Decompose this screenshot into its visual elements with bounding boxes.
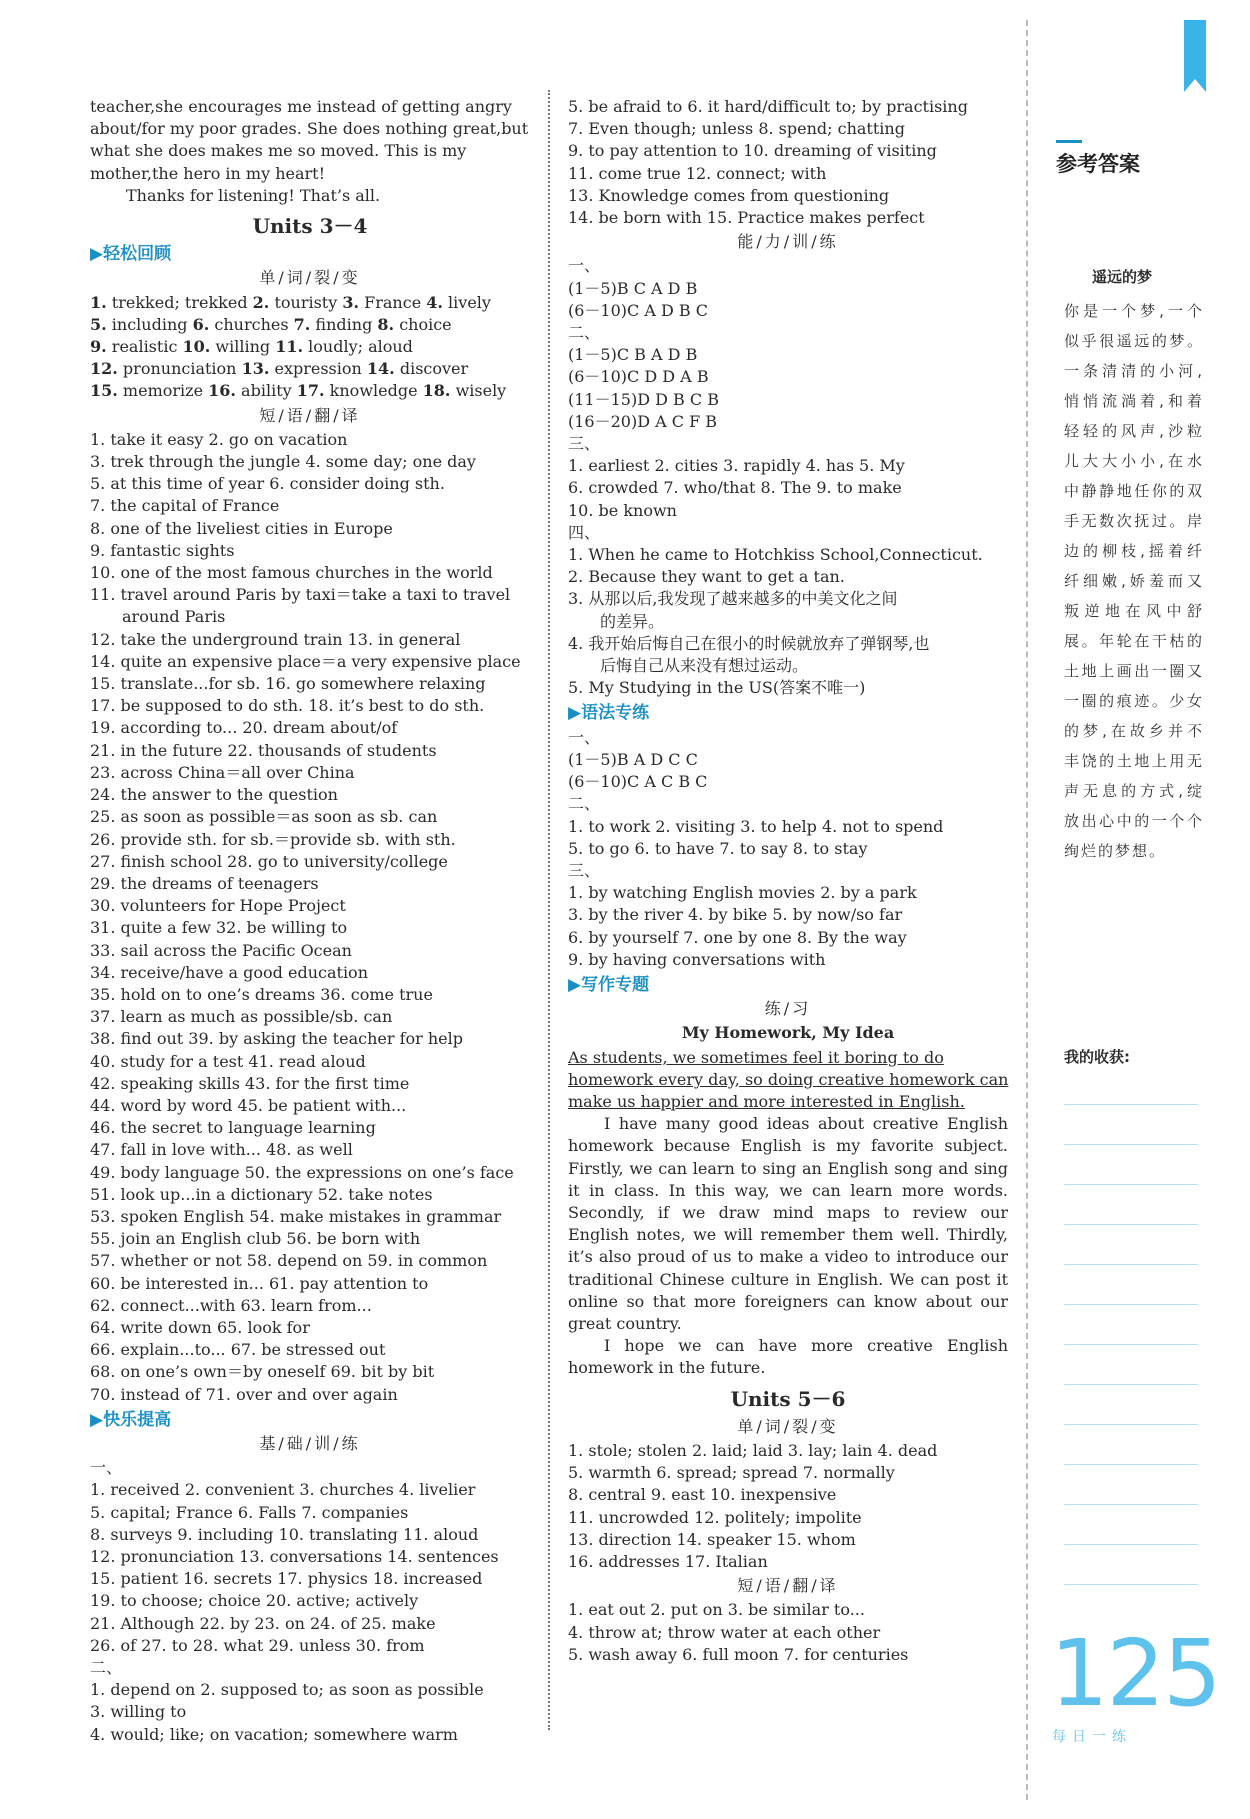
item-number: 3. [342, 292, 360, 312]
answer-line: (1－5)C B A D B [568, 345, 698, 365]
answer-line: 8. one of the liveliest cities in Europe [90, 518, 393, 538]
item-number: 9. [90, 337, 107, 357]
answer-line: 1. received 2. convenient 3. churches 4. livelier [90, 1480, 476, 1500]
writing-heading: ▶写作专题 [568, 974, 650, 995]
answer-line: 3. trek through the jungle 4. some day; one day [90, 452, 476, 472]
answer-line: 35. hold on to one’s dreams 36. come true [90, 984, 433, 1004]
answer-line: 1. to work 2. visiting 3. to help 4. not to spend [568, 816, 944, 836]
answer-line: 1. take it easy 2. go on vacation [90, 429, 348, 449]
answer-line: 29. the dreams of teenagers [90, 873, 319, 893]
answer-line: 49. body language 50. the expressions on one’s face [90, 1162, 514, 1182]
answer-line: 16. addresses 17. Italian [568, 1552, 768, 1571]
answer-line: 19. according to... 20. dream about/of [90, 718, 398, 738]
answer-line: 后悔自己从来没有想过运动。 [600, 656, 809, 676]
grammar-heading: ▶语法专练 [568, 703, 650, 724]
answer-line: 44. word by word 45. be patient with... [90, 1095, 407, 1115]
answer-line: 30. volunteers for Hope Project [90, 896, 346, 916]
note-line [1064, 1344, 1198, 1345]
item-answer: wisely [450, 381, 507, 401]
answer-line: 60. be interested in... 61. pay attention to [90, 1273, 429, 1293]
section-review-heading: ▶轻松回顾 [90, 244, 172, 265]
answer-line: (1－5)B A D C C [568, 749, 698, 769]
essay-paragraph: I have many good ideas about creative English homework because English is my favorite subject. Firstly, we can learn to sing an English song and sing it in class. In this way, we can learn more words. Secondly, if we draw mind maps to review our English notes, we will remember them well. Thirdly, it’s also proud of us to make a video to introduce our traditional Chinese culture in English. We can post it online so that more foreigners can know about our great country. [568, 1114, 1008, 1333]
answer-line: 7. Even though; unless 8. spend; chatting [568, 119, 905, 139]
answer-line: 9. fantastic sights [90, 540, 235, 560]
intro-text [90, 96, 530, 185]
margin-divider [1026, 20, 1028, 1800]
answer-line: 27. finish school 28. go to university/college [90, 851, 448, 871]
answer-line: 三、 [568, 860, 601, 880]
item-answer: expression [269, 359, 367, 379]
note-line [1064, 1184, 1198, 1185]
answer-line: 8. central 9. east 10. inexpensive [568, 1485, 837, 1505]
note-line [1064, 1544, 1198, 1545]
essay-title: My Homework, My Idea [681, 1023, 895, 1043]
answer-line: 33. sail across the Pacific Ocean [90, 940, 352, 960]
answer-line: around Paris [122, 607, 226, 627]
item-answer: trekked; trekked [106, 292, 253, 312]
answer-line: 6. by yourself 7. one by one 8. By the way [568, 927, 907, 947]
item-answer: lively [442, 292, 491, 312]
answer-line: homework every day, so doing creative homework can [568, 1069, 1009, 1089]
item-number: 7. [293, 314, 311, 334]
answer-line: 68. on one’s own＝by oneself 69. bit by bit [90, 1362, 435, 1382]
answer-line: 55. join an English club 56. be born with [90, 1229, 421, 1249]
word-answers-2 [568, 1440, 1008, 1573]
answer-line: 37. learn as much as possible/sb. can [90, 1007, 393, 1027]
answer-line: 二、 [568, 794, 601, 814]
answer-line: 26. of 27. to 28. what 29. unless 30. from [90, 1635, 425, 1655]
answer-line: 11. come true 12. connect; with [568, 163, 827, 183]
answer-line: 25. as soon as possible＝as soon as sb. can [90, 807, 438, 827]
answer-line: 4. 我开始后悔自己在很小的时候就放弃了弹钢琴,也 [568, 633, 930, 653]
answer-line: 13. direction 14. speaker 15. whom [568, 1529, 856, 1549]
answer-line: about/for my poor grades. She does nothing great,but [90, 119, 529, 139]
note-line [1064, 1584, 1198, 1585]
answer-line: 1. earliest 2. cities 3. rapidly 4. has 5. My [568, 456, 905, 476]
answer-line: As students, we sometimes feel it boring to do [568, 1047, 944, 1067]
answer-line: 5. capital; France 6. Falls 7. companies [90, 1502, 409, 1522]
item-answer: including [106, 314, 193, 334]
item-answer: ability [235, 381, 297, 401]
answer-line: 5. be afraid to 6. it hard/difficult to; by practising [568, 97, 968, 116]
word-row [90, 336, 530, 358]
essay-paragraph: I hope we can have more creative English homework in the future. [568, 1336, 1008, 1378]
top-answers [568, 96, 1008, 229]
section-improve-heading: ▶快乐提高 [90, 1409, 172, 1430]
item-number: 14. [366, 359, 395, 379]
item-number: 8. [377, 314, 395, 334]
note-line [1064, 1304, 1198, 1305]
word-row [90, 292, 530, 314]
answer-key-title: 参考答案 [1056, 152, 1140, 176]
poem-title: 遥远的梦 [1092, 268, 1153, 286]
item-answer: realistic [106, 337, 183, 357]
answer-line: 24. the answer to the question [90, 785, 338, 805]
answer-line: 一、 [568, 727, 601, 747]
item-number: 5. [90, 314, 107, 334]
answer-line: 42. speaking skills 43. for the first time [90, 1073, 410, 1093]
answer-line: 21. Although 22. by 23. on 24. of 25. make [90, 1613, 436, 1633]
answer-line: 15. patient 16. secrets 17. physics 18. increased [90, 1569, 483, 1589]
unit-title: Units 3－4 [252, 214, 368, 239]
answer-line: (16－20)D A C F B [568, 411, 718, 431]
item-number: 12. [90, 359, 118, 379]
answer-line: 3. by the river 4. by bike 5. by now/so far [568, 905, 903, 925]
note-line [1064, 1144, 1198, 1145]
answer-line: 3. willing to [90, 1702, 187, 1722]
word-change-heading-2: 单/词/裂/变 [737, 1416, 839, 1436]
page-tagline: 每日一练 [1052, 1729, 1132, 1745]
item-answer: finding [310, 314, 378, 334]
phrase-heading-2: 短/语/翻/译 [737, 1576, 839, 1596]
note-line [1064, 1264, 1198, 1265]
item-answer: choice [394, 314, 452, 334]
answer-line: 5. at this time of year 6. consider doing sth. [90, 474, 445, 494]
answer-line: 9. by having conversations with [568, 949, 826, 969]
answer-line: 23. across China＝all over China [90, 762, 355, 782]
answer-line: 11. uncrowded 12. politely; impolite [568, 1507, 862, 1527]
answer-line: 13. Knowledge comes from questioning [568, 185, 890, 205]
answer-line: 5. warmth 6. spread; spread 7. normally [568, 1463, 895, 1483]
item-number: 15. [90, 381, 118, 401]
item-answer: touristy [269, 292, 343, 312]
my-gains-label: 我的收获: [1064, 1048, 1130, 1066]
unit-title-2: Units 5－6 [730, 1386, 846, 1411]
item-answer: loudly; aloud [303, 337, 413, 357]
answer-line: 3. 从那以后,我发现了越来越多的中美文化之间 [568, 589, 898, 609]
basic-training-heading: 基/础/训/练 [259, 1433, 361, 1453]
answer-line: 7. the capital of France [90, 496, 280, 516]
note-line [1064, 1464, 1198, 1465]
answer-line: 12. pronunciation 13. conversations 14. sentences [90, 1547, 499, 1566]
answer-line: 5. to go 6. to have 7. to say 8. to stay [568, 838, 868, 858]
answer-line: 12. take the underground train 13. in general [90, 629, 461, 649]
answer-line: 62. connect...with 63. learn from... [90, 1295, 372, 1315]
answer-line: mother,the hero in my heart! [90, 163, 326, 183]
answer-line: (11－15)D D B C B [568, 389, 719, 409]
answer-line: 5. wash away 6. full moon 7. for centuries [568, 1644, 909, 1664]
answer-line: 21. in the future 22. thousands of students [90, 740, 437, 760]
answer-line: 53. spoken English 54. make mistakes in grammar [90, 1206, 502, 1226]
phrase-answers-2 [568, 1599, 1008, 1666]
word-row [90, 314, 530, 336]
answer-line: 4. throw at; throw water at each other [568, 1622, 881, 1642]
answer-line: (6－10)C A C B C [568, 772, 708, 792]
answer-line: 10. be known [568, 500, 677, 520]
answer-line: 17. be supposed to do sth. 18. it’s best to do sth. [90, 696, 485, 716]
item-answer: willing [210, 337, 276, 357]
word-change-heading: 单/词/裂/变 [259, 268, 361, 288]
answer-line: 38. find out 39. by asking the teacher for help [90, 1029, 463, 1049]
answer-line: 66. explain...to... 67. be stressed out [90, 1340, 386, 1360]
page-number: 125 [1050, 1620, 1220, 1727]
item-number: 10. [182, 337, 211, 357]
item-number: 11. [275, 337, 304, 357]
item-number: 6. [192, 314, 210, 334]
basic-answers [90, 1479, 530, 1657]
answer-line: 8. surveys 9. including 10. translating 11. aloud [90, 1524, 479, 1544]
basic-answers-2 [90, 1679, 530, 1746]
poem-text: 你是一个梦,一个似乎很遥远的梦。一条清清的小河,悄悄流淌着,和着轻轻的风声,沙粒儿大大小小,在水中静静地任你的双手无数次抚过。岸边的柳枝,摇着纤纤细嫩,娇羞而又叛逆地在风中舒展。年轮在干枯的土地上画出一圈又一圈的痕迹。少女的梦,在故乡并不丰饶的土地上用无声无息的方式,绽放出心中的一个个绚烂的梦想。 [1064, 302, 1204, 860]
answer-line: 4. would; like; on vacation; somewhere warm [90, 1724, 458, 1744]
item-number: 2. [252, 292, 270, 312]
item-number: 18. [422, 381, 451, 401]
answer-line: 10. one of the most famous churches in the world [90, 563, 493, 583]
answer-line: 6. crowded 7. who/that 8. The 9. to make [568, 478, 902, 498]
answer-line: 1. depend on 2. supposed to; as soon as possible [90, 1680, 484, 1700]
answer-line: 5. My Studying in the US(答案不唯一) [568, 678, 866, 698]
word-row [90, 358, 530, 380]
column-divider [548, 90, 550, 1730]
answer-line: 64. write down 65. look for [90, 1317, 310, 1337]
answer-line: 一、 [568, 256, 601, 276]
note-line [1064, 1424, 1198, 1425]
note-line [1064, 1384, 1198, 1385]
item-number: 17. [296, 381, 325, 401]
item-number: 1. [90, 292, 107, 312]
item-answer: pronunciation [117, 359, 242, 379]
note-line [1064, 1104, 1198, 1105]
answer-line: 31. quite a few 32. be willing to [90, 918, 348, 938]
item-answer: churches [209, 314, 294, 334]
phrase-answers [90, 429, 530, 1406]
answer-line: 40. study for a test 41. read aloud [90, 1051, 366, 1071]
answer-line: 1. stole; stolen 2. laid; laid 3. lay; lain 4. dead [568, 1440, 938, 1460]
note-line [1064, 1224, 1198, 1225]
item-answer: knowledge [324, 381, 423, 401]
answer-line: 14. be born with 15. Practice makes perfect [568, 208, 925, 228]
answer-line: 26. provide sth. for sb.＝provide sb. with sth. [90, 829, 456, 849]
item-answer: France [359, 292, 427, 312]
item-number: 13. [241, 359, 270, 379]
answer-line: what she does makes me so moved. This is my [90, 141, 467, 161]
answer-line: 2. Because they want to get a tan. [568, 567, 845, 587]
grammar-answers [568, 727, 1008, 971]
answer-line: (6－10)C A D B C [568, 300, 708, 320]
answer-line: 四、 [568, 522, 601, 542]
answer-line: 51. look up...in a dictionary 52. take notes [90, 1184, 433, 1204]
answer-line: 1. eat out 2. put on 3. be similar to... [568, 1600, 865, 1620]
answer-line: 1. by watching English movies 2. by a park [568, 883, 917, 903]
item-answer: discover [394, 359, 469, 379]
answer-line: 14. quite an expensive place＝a very expensive place [90, 651, 521, 671]
essay-underlined [568, 1047, 1008, 1114]
part-label: 一、 [90, 1458, 123, 1478]
word-row [90, 380, 530, 402]
answer-line: 57. whether or not 58. depend on 59. in common [90, 1251, 488, 1271]
answer-line: 9. to pay attention to 10. dreaming of visiting [568, 141, 937, 161]
thanks-line: Thanks for listening! That’s all. [126, 185, 381, 205]
answer-line: 二、 [568, 323, 601, 343]
item-number: 4. [426, 292, 443, 312]
left-column [90, 96, 530, 1746]
answer-line: 34. receive/have a good education [90, 962, 368, 982]
item-number: 16. [208, 381, 236, 401]
ability-answers [568, 255, 1008, 699]
word-answers [90, 292, 530, 403]
answer-line: 的差异。 [600, 611, 665, 631]
answer-line: (1－5)B C A D B [568, 278, 698, 298]
item-answer: memorize [117, 381, 209, 401]
answer-line: 15. translate...for sb. 16. go somewhere relaxing [90, 674, 486, 694]
answer-line: 1. When he came to Hotchkiss School,Connecticut. [568, 545, 983, 565]
answer-line: 47. fall in love with... 48. as well [90, 1140, 353, 1160]
answer-line: 70. instead of 71. over and over again [90, 1384, 398, 1404]
answer-line: (6－10)C D D A B [568, 367, 709, 387]
bookmark-tab [1184, 20, 1206, 92]
phrase-heading: 短/语/翻/译 [259, 405, 361, 425]
practice-heading: 练/习 [764, 999, 812, 1019]
ability-heading: 能/力/训/练 [737, 232, 839, 252]
answer-line: 11. travel around Paris by taxi＝take a taxi to travel [90, 585, 511, 605]
answer-line: 46. the secret to language learning [90, 1118, 376, 1138]
answer-line: make us happier and more interested in English. [568, 1091, 965, 1111]
answer-line: 三、 [568, 434, 601, 454]
answer-line: teacher,she encourages me instead of getting angry [90, 97, 512, 116]
note-line [1064, 1504, 1198, 1505]
middle-column [568, 96, 1008, 1666]
answer-line: 19. to choose; choice 20. active; actively [90, 1591, 419, 1611]
title-accent-bar [1056, 140, 1082, 143]
part-label: 二、 [90, 1658, 123, 1678]
